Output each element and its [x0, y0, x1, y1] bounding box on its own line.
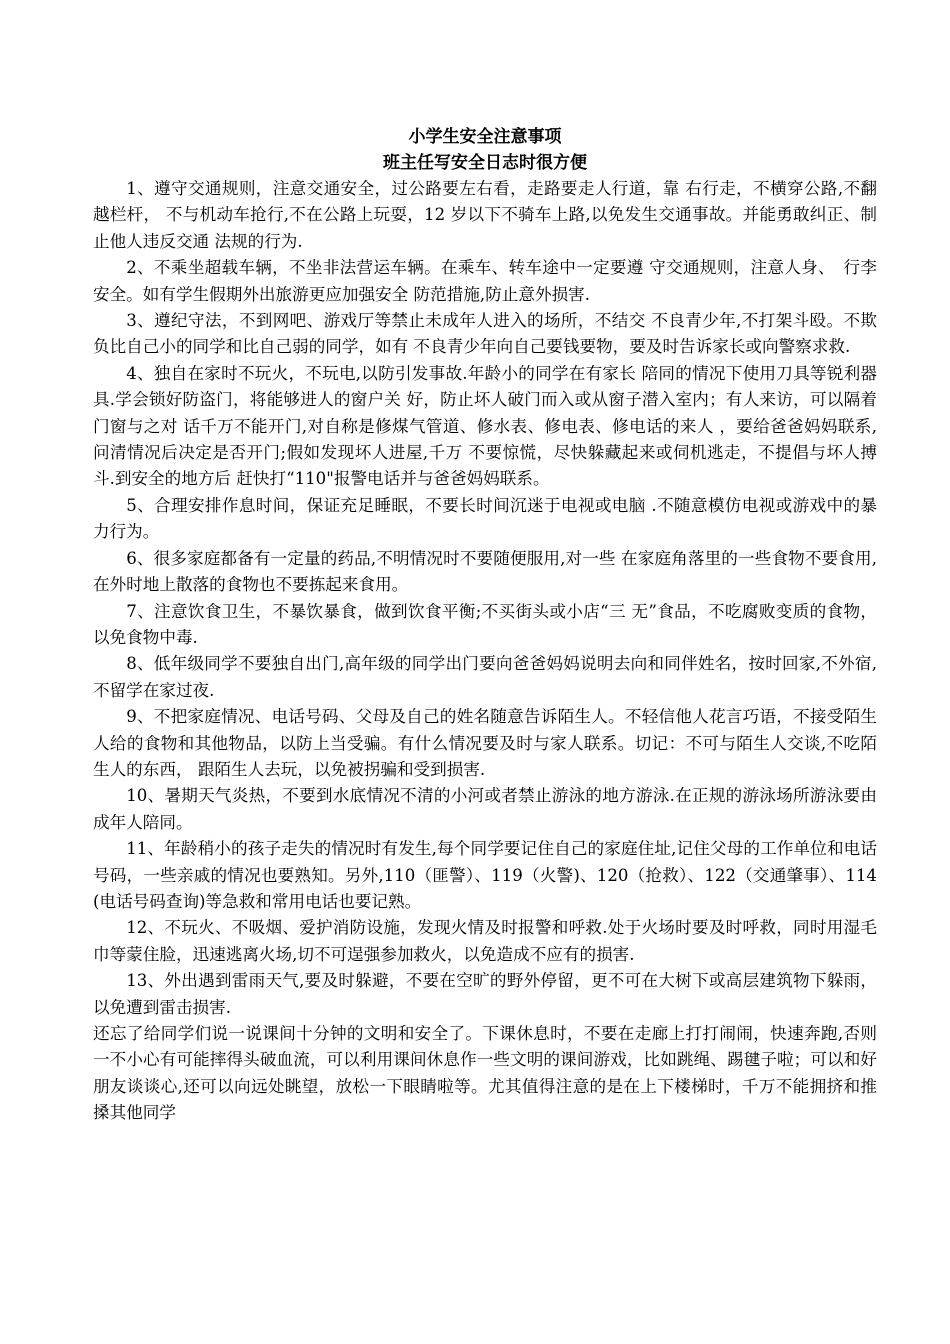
document-page — [93, 124, 877, 1127]
paragraph-8: 8、低年级同学不要独自出门,高年级的同学出门要向爸爸妈妈说明去向和同伴姓名，按时回家,不外宿,不留学在家过夜. — [93, 654, 877, 700]
paragraph-12: 12、不玩火、不吸烟、爱护消防设施，发现火情及时报警和呼救.处于火场时要及时呼救，同时用湿毛巾等蒙住脸，迅速逃离火场,切不可逞强参加救火，以免造成不应有的损害. — [93, 918, 877, 964]
document-title: 小学生安全注意事项 — [408, 127, 562, 147]
paragraph-4: 4、独自在家时不玩火，不玩电,以防引发事故.年龄小的同学在有家长 陪同的情况下使用刀具等锐利器具.学会锁好防盗门，将能够进人的窗户关 好，防止坏人破门而入或从窗子潜入室内；有人来访，可以隔着门窗与之对 话千万不能开门,对自称是修煤气管道、修水表、修电表、修电话的来人 ，要给爸爸妈妈联系,问清情况后决定是否开门;假如发现坏人进屋,千万 不要惊慌，尽快躲藏起来或伺机逃走，不提倡与坏人搏斗.到安全的地方后 赶快打“110"报警电话并与爸爸妈妈联系。 — [93, 363, 877, 489]
paragraph-2: 2、不乘坐超载车辆，不坐非法营运车辆。在乘车、转车途中一定要遵 守交通规则，注意人身、 行李安全。如有学生假期外出旅游更应加强安全 防范措施,防止意外损害. — [93, 258, 877, 304]
paragraph-5: 5、合理安排作息时间，保证充足睡眠，不要长时间沉迷于电视或电脑 .不随意模仿电视或游戏中的暴力行为。 — [93, 495, 877, 542]
paragraph-3: 3、遵纪守法，不到网吧、游戏厅等禁止未成年人进入的场所，不结交 不良青少年,不打架斗殴。不欺负比自己小的同学和比自己弱的同学，如有 不良青少年向自己要钱要物，要及时告诉家长或向警察求救. — [93, 311, 877, 357]
closing-paragraph: 还忘了给同学们说一说课间十分钟的文明和安全了。下课休息时，不要在走廊上打打闹闹，快速奔跑,否则一不小心有可能摔得头破血流，可以利用课间休息作一些文明的课间游戏，比如跳绳、踢毽子啦；可以和好朋友谈谈心,还可以向远处眺望，放松一下眼睛啦等。尤其值得注意的是在上下楼梯时，千万不能拥挤和推搡其他同学 — [93, 1024, 877, 1123]
paragraph-13: 13、外出遇到雷雨天气,要及时躲避，不要在空旷的野外停留，更不可在大树下或高层建筑物下躲雨，以免遭到雷击损害. — [93, 971, 877, 1017]
paragraph-11: 11、年龄稍小的孩子走失的情况时有发生,每个同学要记住自己的家庭住址,记住父母的工作单位和电话号码，一些亲戚的情况也要熟知。另外,110（匪警）、119（火警)、120（抢救）、122（交通肇事）、114(电话号码查询)等急救和常用电话也要记熟。 — [93, 839, 877, 911]
paragraph-7: 7、注意饮食卫生，不暴饮暴食，做到饮食平衡;不买街头或小店“三 无”食品，不吃腐败变质的食物，以免食物中毒. — [93, 601, 877, 647]
paragraph-9: 9、不把家庭情况、电话号码、父母及自己的姓名随意告诉陌生人。不轻信他人花言巧语，不接受陌生人给的食物和其他物品，以防上当受骗。有什么情况要及时与家人联系。切记：不可与陌生人交谈,不吃陌生人的东西， 跟陌生人去玩，以免被拐骗和受到损害. — [93, 707, 877, 779]
paragraph-10: 10、暑期天气炎热，不要到水底情况不清的小河或者禁止游泳的地方游泳.在正规的游泳场所游泳要由成年人陪同。 — [93, 786, 877, 832]
paragraph-1: 1、遵守交通规则，注意交通安全，过公路要左右看，走路要走人行道，靠 右行走，不横穿公路,不翻越栏杆， 不与机动车抢行,不在公路上玩耍，12 岁以下不骑车上路,以免发生交通事故。并能勇敢纠正、制止他人违反交通 法规的行为. — [93, 179, 877, 251]
document-body — [93, 176, 877, 1127]
document-subtitle: 班主任写安全日志时很方便 — [383, 153, 587, 173]
paragraph-6: 6、很多家庭都备有一定量的药品,不明情况时不要随便服用,对一些 在家庭角落里的一些食物不要食用,在外时地上散落的食物也不要拣起来食用。 — [93, 548, 877, 595]
